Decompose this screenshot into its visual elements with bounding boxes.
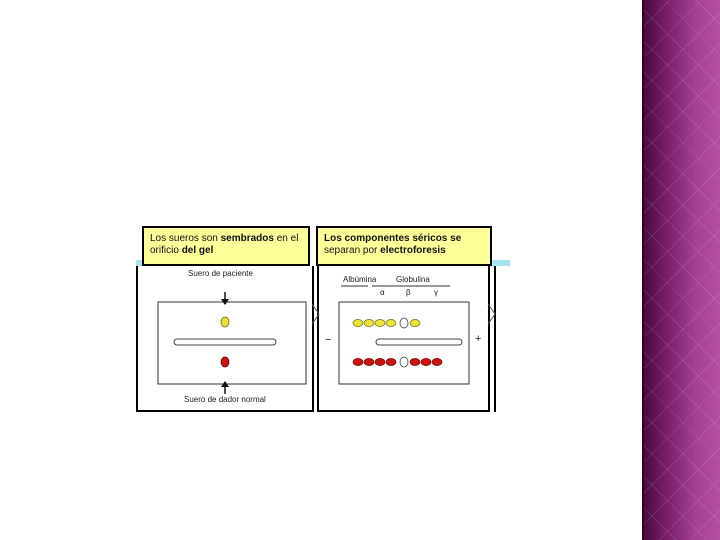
normal-sample-spot <box>221 357 229 367</box>
label-anode-plus: + <box>475 333 482 345</box>
patient-band <box>386 320 396 327</box>
label-globulin: Globulina <box>396 275 430 284</box>
label-cathode-minus: − <box>325 334 332 346</box>
diagram-drawing <box>136 224 510 414</box>
label-beta: β <box>406 288 411 297</box>
label-patient-serum: Suero de paciente <box>188 269 253 278</box>
connector-chevron-1 <box>312 304 319 324</box>
patient-sample-spot <box>221 317 229 327</box>
decorative-side-band <box>642 0 720 540</box>
label-normal-serum: Suero de dador normal <box>184 395 266 404</box>
normal-band <box>353 359 363 366</box>
caption-sowing-text: Los sueros son <box>150 233 221 244</box>
caption-sowing-bold: sembrados <box>220 233 274 244</box>
label-albumin: Albúmina <box>343 275 377 284</box>
patient-band <box>353 320 363 327</box>
electrophoresis-diagram <box>136 224 510 414</box>
gel-left-slot <box>174 339 276 345</box>
label-alpha: α <box>380 288 385 297</box>
normal-band <box>432 359 442 366</box>
gel-right-slot <box>376 339 462 345</box>
connector-chevron-2 <box>488 304 495 324</box>
patient-band <box>375 320 385 327</box>
normal-origin-well <box>400 357 408 367</box>
caption-sowing-line2-bold: del gel <box>181 245 214 256</box>
patient-origin-well <box>400 318 408 328</box>
patient-band <box>364 320 374 327</box>
caption-separation-bold: electroforesis <box>380 245 446 256</box>
caption-separation-line2: separan por <box>324 245 381 256</box>
normal-band <box>410 359 420 366</box>
normal-band <box>421 359 431 366</box>
normal-band <box>364 359 374 366</box>
caption-sowing-line2: orificio <box>150 245 182 256</box>
normal-band <box>386 359 396 366</box>
normal-band <box>375 359 385 366</box>
caption-separation-line1: Los componentes séricos se <box>324 233 462 244</box>
label-gamma: γ <box>434 288 438 297</box>
caption-sowing-text-end: en el <box>273 233 299 244</box>
patient-band <box>410 320 420 327</box>
